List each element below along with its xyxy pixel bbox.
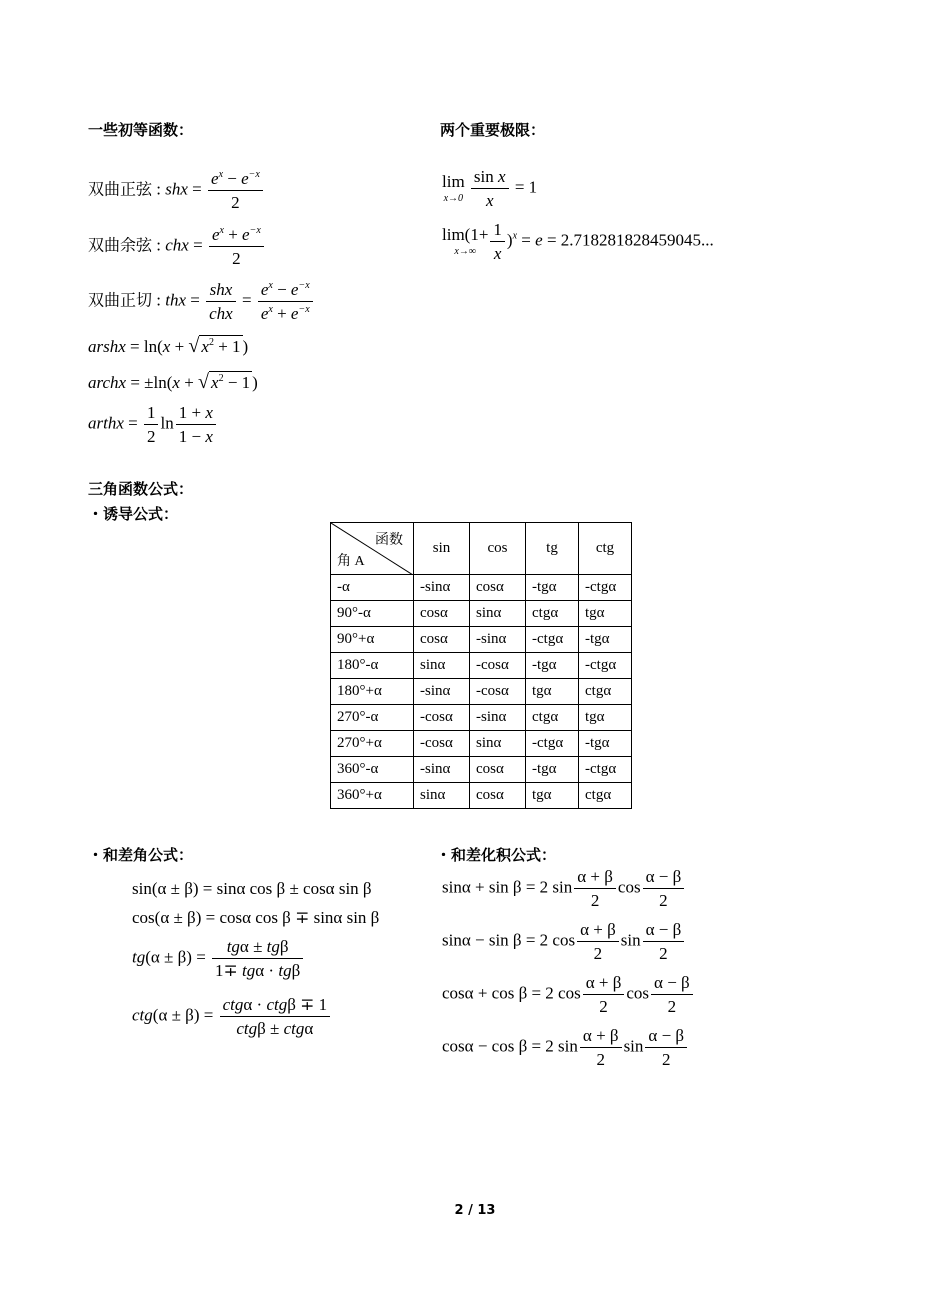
column-header: tg	[526, 523, 579, 575]
formula-cos-sum: cos(α ± β) = cosα cos β ∓ sinα sin β	[132, 908, 380, 927]
value-cell: sinα	[470, 731, 526, 757]
value-cell: tgα	[526, 783, 579, 809]
formula-cos-plus-cos: cosα + cos β = 2 cos $\frac{\alpha + \beta}{2}$ cos $\frac{\alpha - \beta}{2}$	[442, 974, 695, 1015]
column-header: ctg	[579, 523, 632, 575]
heading-important-limits: 两个重要极限：	[440, 121, 546, 139]
value-cell: tgα	[579, 705, 632, 731]
table-row	[331, 757, 632, 783]
value-cell: ctgα	[579, 783, 632, 809]
page-number: 2 / 13	[454, 1203, 496, 1218]
value-cell: -sinα	[414, 757, 470, 783]
label-cosh: 双曲余弦	[88, 235, 153, 255]
header-angle-label: 角 A	[337, 553, 365, 569]
heading-elementary-functions: 一些初等函数：	[88, 121, 194, 139]
angle-cell: -α	[331, 575, 414, 601]
value-cell: -tgα	[579, 731, 632, 757]
formula-arcosh: archx = ±ln(x + √ $x^2 - 1$ )	[88, 371, 258, 393]
value-cell: -tgα	[526, 653, 579, 679]
induction-table	[330, 522, 632, 809]
value-cell: -ctgα	[579, 757, 632, 783]
formula-tg-sum: tg(α ± β) = $\frac{\text{tgα ± tgβ}}{\text{1∓ tgα · tgβ}}$	[132, 938, 305, 979]
value-cell: -ctgα	[526, 627, 579, 653]
angle-cell: 360°+α	[331, 783, 414, 809]
formula-limit-e: lim(1+ x→∞ $\frac{1}{x}$ )$^x$ = e = 2.718281828459045...	[442, 220, 714, 263]
header-function-label: 函数	[375, 532, 403, 548]
table-row	[331, 601, 632, 627]
value-cell: sinα	[414, 783, 470, 809]
heading-sum-to-product: ・和差化积公式：	[436, 846, 557, 864]
value-cell: cosα	[470, 783, 526, 809]
label-sinh: 双曲正弦	[88, 179, 153, 199]
value-cell: -cosα	[414, 705, 470, 731]
formula-artanh: arthx = $\frac{1}{2}$ ln $\frac{1 + x}{1 - x}$	[88, 404, 218, 445]
value-cell: cosα	[414, 627, 470, 653]
column-header: sin	[414, 523, 470, 575]
value-cell: ctgα	[526, 601, 579, 627]
label-tanh: 双曲正切	[88, 290, 153, 310]
value-cell: -sinα	[414, 679, 470, 705]
heading-induction-formulas: ・诱导公式：	[88, 505, 179, 523]
value-cell: -cosα	[470, 679, 526, 705]
table-diagonal-header	[331, 523, 414, 575]
value-cell: cosα	[414, 601, 470, 627]
formula-cosh: 双曲余弦 : chx = $\frac{e^x + e^{-x}}{2}$	[88, 226, 266, 267]
value-cell: ctgα	[579, 679, 632, 705]
angle-cell: 270°-α	[331, 705, 414, 731]
angle-cell: 90°+α	[331, 627, 414, 653]
heading-trig-formulas: 三角函数公式：	[88, 480, 194, 498]
value-cell: sinα	[470, 601, 526, 627]
formula-sinh: 双曲正弦 : shx = $\frac{e^x - e^{-x}}{2}$	[88, 170, 265, 211]
angle-cell: 360°-α	[331, 757, 414, 783]
angle-cell: 180°+α	[331, 679, 414, 705]
angle-cell: 180°-α	[331, 653, 414, 679]
value-cell: -ctgα	[526, 731, 579, 757]
formula-sin-minus-sin: sinα − sin β = 2 cos $\frac{\alpha + \beta}{2}$ sin $\frac{\alpha - \beta}{2}$	[442, 921, 686, 962]
value-cell: -cosα	[470, 653, 526, 679]
formula-limit-sinx: lim x→0 $\frac{\text{sin x}}{x}$ = 1	[442, 167, 538, 210]
table-row	[331, 783, 632, 809]
table-row	[331, 679, 632, 705]
value-cell: sinα	[414, 653, 470, 679]
formula-sin-sum: sin(α ± β) = sinα cos β ± cosα sin β	[132, 879, 372, 898]
table-header-row	[331, 523, 632, 575]
value-cell: -sinα	[470, 705, 526, 731]
value-cell: -ctgα	[579, 653, 632, 679]
table-row	[331, 705, 632, 731]
value-cell: ctgα	[526, 705, 579, 731]
table-row	[331, 575, 632, 601]
value-cell: -tgα	[526, 575, 579, 601]
value-cell: cosα	[470, 575, 526, 601]
e-value: 2.718281828459045...	[560, 230, 714, 250]
formula-arsinh: arshx = ln(x + √ $x^2 + 1$ )	[88, 335, 249, 357]
formula-tanh: 双曲正切 : thx = $\frac{\text{shx}}{\text{chx}}$ = $\frac{e^x - e^{-x}}{e^x + e^{-x}}$	[88, 281, 315, 322]
formula-ctg-sum: ctg(α ± β) = $\frac{\text{ctgα · ctgβ ∓ 1}}{\text{ctgβ ± ctgα}}$	[132, 996, 332, 1037]
value-cell: -ctgα	[579, 575, 632, 601]
value-cell: -sinα	[470, 627, 526, 653]
heading-sum-difference: ・和差角公式：	[88, 846, 194, 864]
column-header: cos	[470, 523, 526, 575]
angle-cell: 270°+α	[331, 731, 414, 757]
table-row	[331, 627, 632, 653]
value-cell: -cosα	[414, 731, 470, 757]
angle-cell: 90°-α	[331, 601, 414, 627]
formula-cos-minus-cos: cosα − cos β = 2 sin $\frac{\alpha + \beta}{2}$ sin $\frac{\alpha - \beta}{2}$	[442, 1027, 689, 1068]
table-row	[331, 653, 632, 679]
formula-sin-plus-sin: sinα + sin β = 2 sin $\frac{\alpha + \beta}{2}$ cos $\frac{\alpha - \beta}{2}$	[442, 868, 686, 909]
value-cell: -tgα	[526, 757, 579, 783]
value-cell: -sinα	[414, 575, 470, 601]
value-cell: tgα	[579, 601, 632, 627]
value-cell: cosα	[470, 757, 526, 783]
value-cell: -tgα	[579, 627, 632, 653]
table-row	[331, 731, 632, 757]
value-cell: tgα	[526, 679, 579, 705]
